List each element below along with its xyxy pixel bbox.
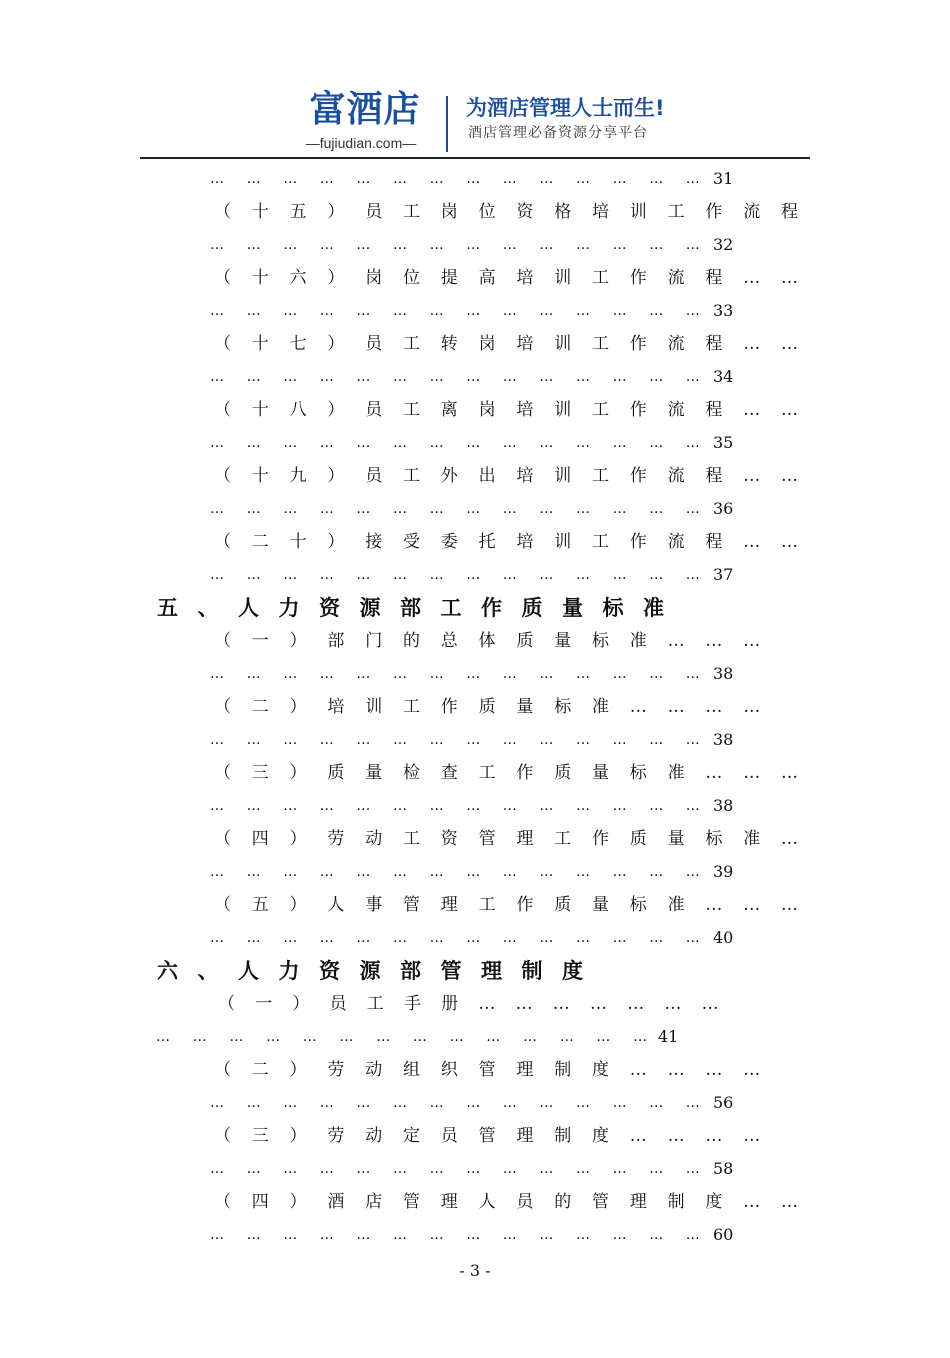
page-number: - 3 - — [459, 1261, 491, 1280]
toc-page-number: 60 — [713, 1225, 734, 1244]
entry-text: （二）培训工作质量标准………… — [214, 697, 781, 717]
toc-entry — [0, 198, 950, 226]
toc-page-number: 36 — [713, 499, 734, 518]
toc-leader-line: … … … … … … … … … … … … … … 34 — [0, 363, 950, 391]
toc-entry — [0, 396, 950, 424]
toc-leader-line: … … … … … … … … … … … … … … 40 — [0, 924, 950, 952]
site-domain: —fujiudian.com— — [305, 135, 417, 151]
toc-entry — [0, 528, 950, 556]
toc-leader-line: … … … … … … … … … … … … … … 38 — [0, 660, 950, 688]
toc-entry — [0, 891, 950, 919]
toc-page-number: 38 — [713, 664, 734, 683]
toc-page-number: 37 — [713, 565, 734, 584]
toc-page-number: 38 — [713, 796, 734, 815]
toc-section-heading — [0, 957, 950, 985]
entry-text: （十八）员工离岗培训工作流程…… — [214, 400, 819, 420]
entry-text: （五）人事管理工作质量标准……… — [214, 895, 819, 915]
header-divider — [446, 96, 448, 152]
entry-text: （四）劳动工资管理工作质量标准… — [214, 829, 819, 849]
entry-text: （三）质量检查工作质量标准……… — [214, 763, 819, 783]
toc-entry — [0, 264, 950, 292]
toc-entry — [0, 825, 950, 853]
toc-page-number: 38 — [713, 730, 734, 749]
toc-page-number: 31 — [713, 169, 734, 188]
toc-page-number: 56 — [713, 1093, 734, 1112]
toc-entry — [0, 759, 950, 787]
toc-page-number: 41 — [658, 1027, 679, 1046]
toc-leader-line: … … … … … … … … … … … … … … 39 — [0, 858, 950, 886]
entry-text: （三）劳动定员管理制度………… — [214, 1126, 781, 1146]
toc-section-heading — [0, 594, 950, 622]
entry-text: （一）部门的总体质量标准……… — [214, 631, 781, 651]
toc-leader-line: … … … … … … … … … … … … … … 38 — [0, 726, 950, 754]
section-heading-text: 五、人力资源部工作质量标准 — [157, 595, 684, 620]
toc-leader-line: … … … … … … … … … … … … … … 58 — [0, 1155, 950, 1183]
entry-text: （四）酒店管理人员的管理制度…… — [214, 1192, 819, 1212]
toc-leader-line: … … … … … … … … … … … … … … 38 — [0, 792, 950, 820]
toc-entry — [0, 627, 950, 655]
toc-page-number: 58 — [713, 1159, 734, 1178]
entry-text: （十七）员工转岗培训工作流程…… — [214, 334, 819, 354]
section-heading-text: 六、人力资源部管理制度 — [157, 958, 603, 983]
toc-leader-line: … … … … … … … … … … … … … … 37 — [0, 561, 950, 589]
toc-page-number: 35 — [713, 433, 734, 452]
entry-text: （一）员工手册………………… — [218, 994, 739, 1014]
site-slogan: 为酒店管理人士而生! — [466, 96, 665, 120]
entry-text: （十六）岗位提高培训工作流程…… — [214, 268, 819, 288]
toc-page-number: 34 — [713, 367, 734, 386]
entry-text: （二）劳动组织管理制度………… — [214, 1060, 781, 1080]
toc-entry — [0, 1188, 950, 1216]
toc-leader-line: … … … … … … … … … … … … … … 32 — [0, 231, 950, 259]
toc-entry — [0, 330, 950, 358]
toc-leader-line: … … … … … … … … … … … … … … 31 — [0, 165, 950, 193]
toc-entry — [0, 1122, 950, 1150]
toc-entry — [0, 693, 950, 721]
entry-text: （二十）接受委托培训工作流程…… — [214, 532, 819, 552]
toc-leader-line: … … … … … … … … … … … … … … 41 — [0, 1023, 950, 1051]
toc-page-number: 39 — [713, 862, 734, 881]
toc-page-number: 33 — [713, 301, 734, 320]
toc-entry — [0, 990, 950, 1018]
toc-leader-line: … … … … … … … … … … … … … … 60 — [0, 1221, 950, 1249]
toc-leader-line: … … … … … … … … … … … … … … 33 — [0, 297, 950, 325]
toc-page-number: 32 — [713, 235, 734, 254]
header-rule — [140, 157, 810, 159]
toc-entry — [0, 462, 950, 490]
toc-leader-line: … … … … … … … … … … … … … … 36 — [0, 495, 950, 523]
toc-leader-line: … … … … … … … … … … … … … … 56 — [0, 1089, 950, 1117]
entry-text: （十九）员工外出培训工作流程…… — [214, 466, 819, 486]
toc-page-number: 40 — [713, 928, 734, 947]
toc-entry — [0, 1056, 950, 1084]
site-slogan-sub: 酒店管理必备资源分享平台 — [468, 125, 648, 141]
site-logo: 富酒店 — [309, 89, 421, 130]
toc-leader-line: … … … … … … … … … … … … … … 35 — [0, 429, 950, 457]
entry-text: （十五）员工岗位资格培训工作流程 — [214, 202, 819, 222]
